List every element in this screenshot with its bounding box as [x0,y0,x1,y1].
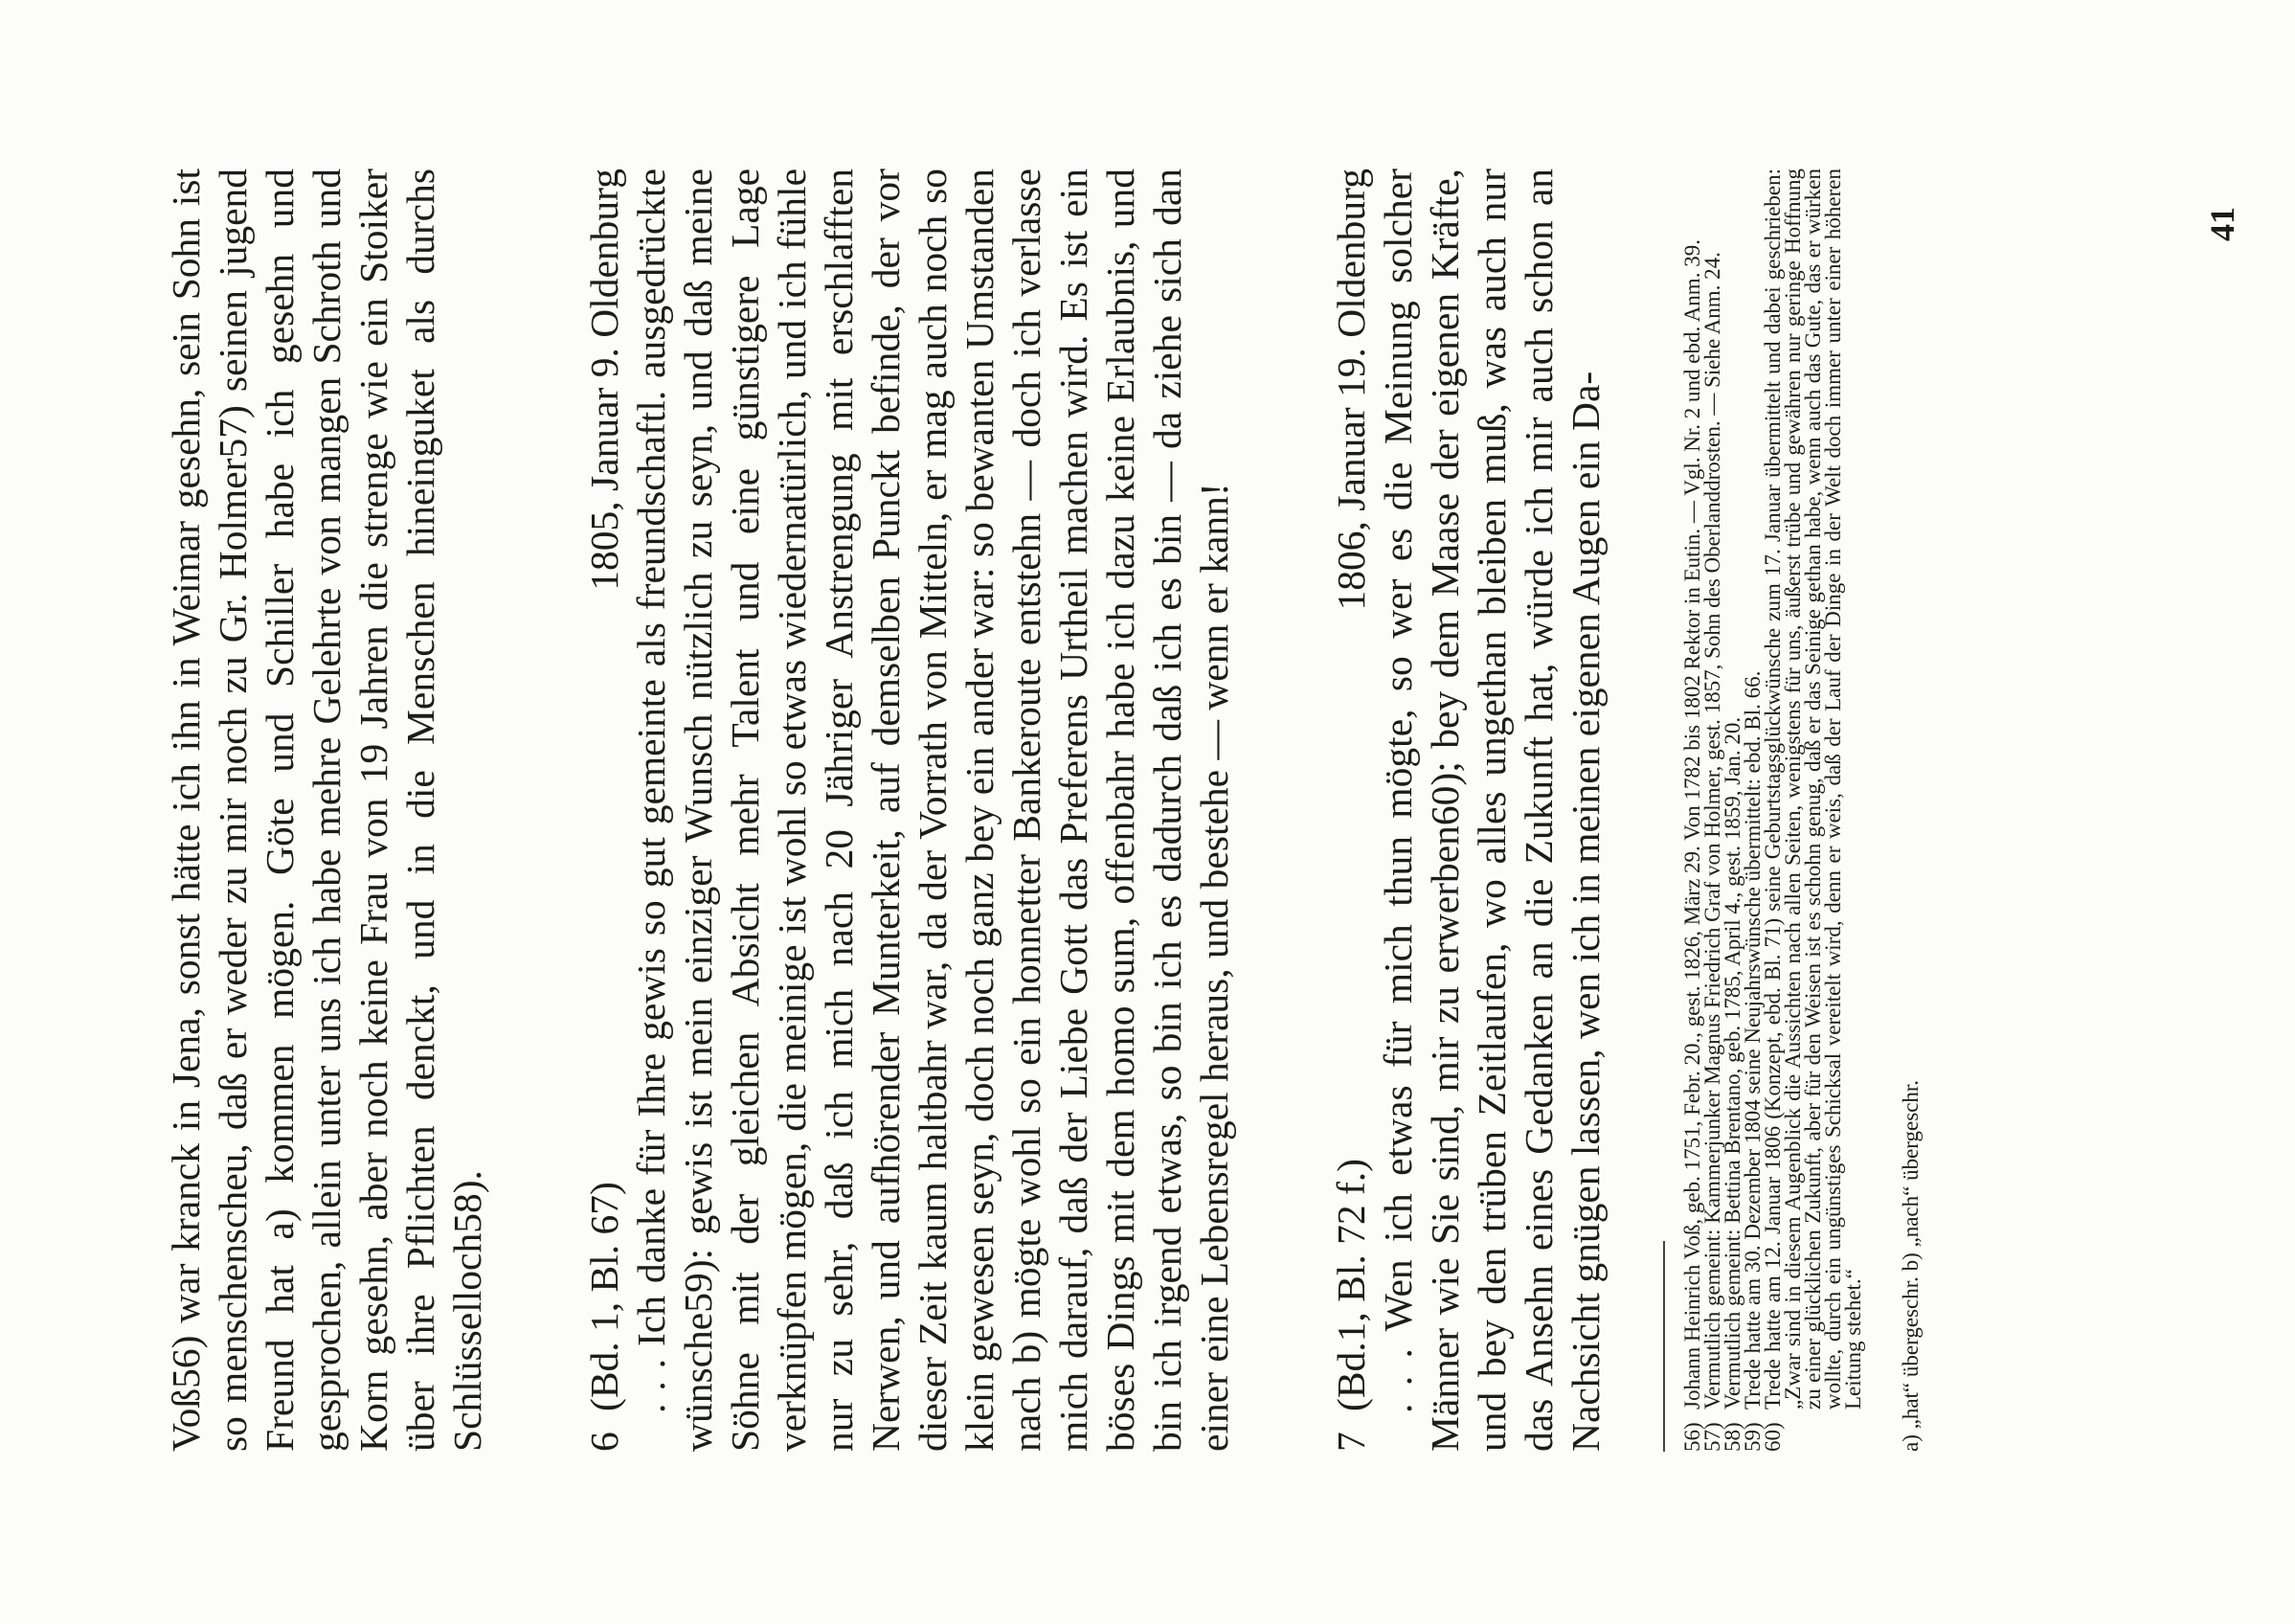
footnote-number: 57) [1700,1422,1724,1452]
continuation-paragraph: Voß56) war kranck in Jena, sonst hätte ich ihn in Weimar gesehn, sein Sohn ist so menschenscheu, daß er weder zu mir noch zu Gr. Holmer57) seinen jugend Freund hat a) kommen mögen. Göte und Schiller habe ich gesehn und gesprochen, allein unter uns ich habe mehre Gelehrte von mangen Schroth und Korn gesehn, aber noch keine Frau von 19 Jahren die strenge wie ein Stoiker über ihre Pflichten denckt, und in die Menschen hineinguket als durchs Schlüsselloch58). [164,169,489,1452]
entry-6-header [581,169,628,1452]
entry-7-reference: (Bd.1, Bl. 72 f.) [1329,1159,1373,1411]
entry-7-header [1328,169,1375,1452]
entry-6-number: 6 [582,1432,626,1452]
footnote-number: 60) [1761,1422,1785,1452]
footnote-60 [1763,169,1863,1452]
entry-7-number: 7 [1329,1432,1373,1452]
footnote-text: Vermutlich gemeint: Kammerjunker Magnus Friedrich Graf von Holmer, gest. 1857, Sohn des Oberlanddrosten. — Siehe Anm. 24. [1700,252,1724,1410]
footnote-text: Johann Heinrich Voß, geb. 1751, Febr. 20., gest. 1826, März 29. Von 1782 bis 1802 Rektor in Eutin. — Vgl. Nr. 2 und ebd. Anm. 39. [1680,239,1704,1410]
footnote-57 [1702,169,1722,1452]
entry-6-body [628,169,1238,1452]
letter-continuation [163,169,491,1452]
footnote-text: Trede hatte am 30. Dezember 1804 seine Neujahrswünsche übermittelt: ebd. Bl. 66. [1741,670,1765,1410]
page-content [163,169,2288,1452]
footnote-59 [1743,169,1763,1452]
textual-apparatus: a) „hat“ übergeschr. b) „nach“ übergeschr. [1899,1079,1923,1452]
entry-6-paragraph: . . . Ich danke für Ihre gewis so gut gemeinte als freundschaftl. ausgedrückte wünsche59): gewis ist mein einziger Wunsch nützlich zu seyn, und daß meine Söhne mit der gleichen Absicht mehr Talent und eine günstigere Lage verknüpfen mögen, die meinige ist wohl so etwas wiedernatürlich, und ich fühle nur zu sehr, daß ich mich nach 20 Jähriger Anstrengung mit erschlafften Nerwen, und aufhörender Munterkeit, auf demselben Punckt befinde, der vor dieser Zeit kaum haltbahr war, da der Vorrath von Mitteln, er mag auch noch so klein gewesen seyn, doch noch ganz bey ein ander war: so bewanten Umstanden nach b) mögte wohl so ein honnetter Bankeroute entstehn — doch ich verlasse mich darauf, daß der Liebe Gott das Preferens Urtheil machen wird. Es ist ein böses Dings mit dem homo sum, offenbahr habe ich dazu keine Erlaubnis, und bin ich irgend etwas, so bin ich es dadurch daß ich es bin — da ziehe sich dan einer eine Lebensregel heraus, und bestehe — wenn er kann! [629,169,1236,1452]
entry-7-date: 1806, Januar 19. Oldenburg [1329,169,1373,611]
footnote-text: Trede hatte am 12. Januar 1806 (Konzept, ebd. Bl. 71) seine Geburtstagsglückwünsche zum 17. Januar übermittelt und dabei geschrieben: „Zwar sind in diesem Augenblick die Aussichten nach allen Seiten, wenigstens für uns, äußerst trübe und gewähren nur geringe Hoffnung zu einer glücklichen Zukunft, aber für den Weisen ist es schohn genug, daß er das Seinige gethan habe, wenn auch das Gute, das er würken wollte, durch ein ungünstiges Schicksal vereitelt wird, denn er weis, daß der Lauf der Dinge in der Welt doch immer unter einer höheren Leitung stehet.“ [1761,169,1865,1410]
footnote-58 [1722,169,1743,1452]
footnotes [1663,169,1863,1452]
footnote-number: 56) [1680,1422,1704,1452]
page-number: 41 [2203,207,2241,241]
entry-6-reference: (Bd. 1, Bl. 67) [582,1182,626,1411]
entry-7-body [1375,169,1609,1452]
footnote-number: 58) [1721,1422,1744,1452]
footnote-56 [1682,169,1702,1452]
footnote-text: Vermutlich gemeint: Bettina Brentano, geb. 1785, April 4., gest. 1859, Jan. 20. [1721,716,1744,1410]
entry-6-date: 1805, Januar 9. Oldenburg [582,169,626,591]
footnote-number: 59) [1741,1422,1765,1452]
footnote-rule [1663,1241,1665,1452]
entry-7-paragraph: . . . Wen ich etwas für mich thun mögte, so wer es die Meinung solcher Männer wie Sie sind, mir zu erwerben60); bey dem Maase der eigenen Kräfte, und bey den trüben Zeitlaufen, wo alles ungethan bleiben muß, was auch nur das Ansehn eines Gedanken an die Zukunft hat, würde ich mir auch schon an Nachsicht gnügen lassen, wen ich in meinen eigenen Augen ein Da- [1376,169,1608,1452]
